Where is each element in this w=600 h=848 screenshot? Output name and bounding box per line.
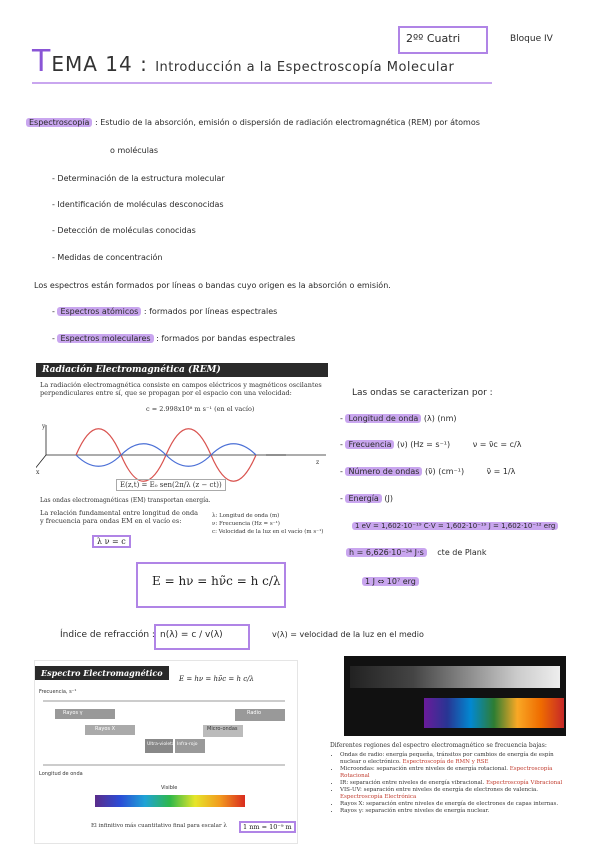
title-underline	[32, 82, 492, 84]
definition-cont: o moléculas	[110, 146, 159, 155]
term-highlight: Espectroscopía	[26, 118, 92, 127]
planck-line: h = 6,626·10⁻³⁴ J·s cte de Plank	[346, 548, 486, 557]
visible-gradient	[95, 795, 245, 807]
atomic-line: - Espectros atómicos : formados por líneas espectrales	[52, 307, 278, 316]
rem-text2: Las ondas electromagnéticas (EM) transportan energía.	[40, 497, 211, 504]
block-label: Bloque IV	[510, 34, 553, 44]
region-item: • IR: separación entre niveles de energía vibracional. Espectroscopía Vibracional	[340, 780, 574, 787]
region-label: Ultra-violeta	[147, 742, 175, 747]
wave-prop: - Número de ondas (ν̃) (cm⁻¹) ν̃ = 1/λ	[340, 467, 516, 476]
ev-conversion: 1 eV = 1,602·10⁻¹⁹ C·V = 1,602·10⁻¹⁹ J = 1,602·10⁻¹² erg	[352, 522, 558, 530]
regions-card	[330, 656, 576, 844]
spectrum-card	[34, 660, 298, 844]
term-label: 2ºº Cuatri	[406, 32, 461, 45]
nm-unit: 1 nm = 10⁻⁹ m	[239, 821, 296, 833]
region-item: • Rayos γ: separación entre niveles de energía nuclear.	[340, 808, 574, 815]
rem-legend-item: λ: Longitud de onda (m)	[212, 513, 280, 519]
region-item: • Ondas de radio: energía pequeña, tránsitos por cambios de energía de espín nuclear o electrónico. Espectroscopía de RMN y RSE	[340, 752, 574, 766]
use-item: - Medidas de concentración	[52, 253, 163, 262]
regions-heading: Diferentes regiones del espectro electromagnético se frecuencia bajas:	[330, 742, 547, 749]
page-title: TEMA 14 : Introducción a la Espectroscopía Molecular	[32, 44, 455, 79]
region-label: Rayos γ	[63, 710, 83, 716]
rem-text3: La relación fundamental entre longitud de onda y frecuencia para ondas EM en el vacío es:	[40, 509, 199, 525]
rem-legend-item: c: Velocidad de la luz en el vacío (m s⁻¹)	[212, 529, 324, 535]
freq-axis-label: Frecuencia, s⁻¹	[39, 689, 77, 695]
axis-z-label: z	[316, 459, 320, 466]
visible-label: Visible	[161, 785, 178, 791]
joule-conversion: 1 J ⇔ 10⁷ erg	[362, 577, 419, 586]
rem-card	[36, 363, 328, 546]
spectra-note: Los espectros están formados por líneas o bandas cuyo origen es la absorción o emisión.	[34, 281, 391, 290]
lambda-nu-relation: λ ν = c	[92, 535, 131, 548]
waves-heading: Las ondas se caracterizan por :	[352, 388, 493, 398]
region-item: • Rayos X: separación entre niveles de energía de electrones de capas internas.	[340, 801, 574, 808]
use-item: - Detección de moléculas conocidas	[52, 226, 196, 235]
rem-speed: c = 2.998x10⁸ m s⁻¹ (en el vacío)	[146, 405, 255, 413]
refraction-formula: n(λ) = c / v(λ)	[160, 630, 223, 640]
definition-line: Espectroscopía : Estudio de la absorción, emisión o dispersión de radiación electromagnética (REM) por átomos	[26, 118, 480, 127]
rem-text1: La radiación electromagnética consiste en campos eléctricos y magnéticos oscilantes perpendiculares entre sí, que se propagan por el espacio con una velocidad:	[40, 381, 322, 397]
use-item: - Identificación de moléculas desconocidas	[52, 200, 224, 209]
wave-prop: - Energía (J)	[340, 494, 393, 503]
spectrum-photo	[344, 656, 566, 736]
axis-x-label: x	[36, 469, 40, 476]
spectrum-card-heading: Espectro Electromagnético	[35, 666, 169, 680]
wave-prop: - Longitud de onda (λ) (nm)	[340, 414, 457, 423]
axis-y-label: y	[42, 423, 46, 430]
rem-card-heading: Radiación Electromagnética (REM)	[36, 363, 328, 377]
refraction-note: v(λ) = velocidad de la luz en el medio	[272, 630, 424, 639]
region-item: • VIS-UV: separación entre niveles de energía de electrones de valencia. Espectroscopía Electrónica	[340, 787, 574, 801]
spectrum-footer: El infinitivo más cuantitativo final para escalar λ	[91, 823, 227, 829]
wave-diagram	[36, 415, 328, 485]
wave-formula: E(z,t) = E₀ sen(2π/λ (z − ct))	[116, 479, 226, 491]
region-label: Rayos X	[95, 726, 116, 732]
refraction-label: Índice de refracción :	[60, 630, 155, 640]
use-item: - Determinación de la estructura molecular	[52, 174, 225, 183]
region-label: Radio	[247, 710, 262, 716]
wave-axis-label: Longitud de onda	[39, 771, 83, 777]
rainbow-band	[424, 698, 564, 728]
spectrum-formula: E = hν = hν̃c = h c/λ	[179, 675, 254, 683]
region-label: Micro-ondas	[207, 726, 238, 732]
regions-list	[330, 752, 574, 815]
spectrum-band	[350, 666, 560, 688]
region-label: Infra-rojo	[177, 742, 198, 747]
rem-legend-item: ν: Frecuencia (Hz = s⁻¹)	[212, 521, 280, 527]
molecular-line: - Espectros moleculares : formados por bandas espectrales	[52, 334, 296, 343]
region-item: • Microondas: separación entre niveles de energía rotacional. Espectroscopía Rotacional	[340, 766, 574, 780]
wave-prop: - Frecuencia (ν) (Hz = s⁻¹) ν = ν̃c = c/λ	[340, 440, 522, 449]
energy-formula: E = hν = hν̃c = h c/λ	[152, 574, 281, 588]
